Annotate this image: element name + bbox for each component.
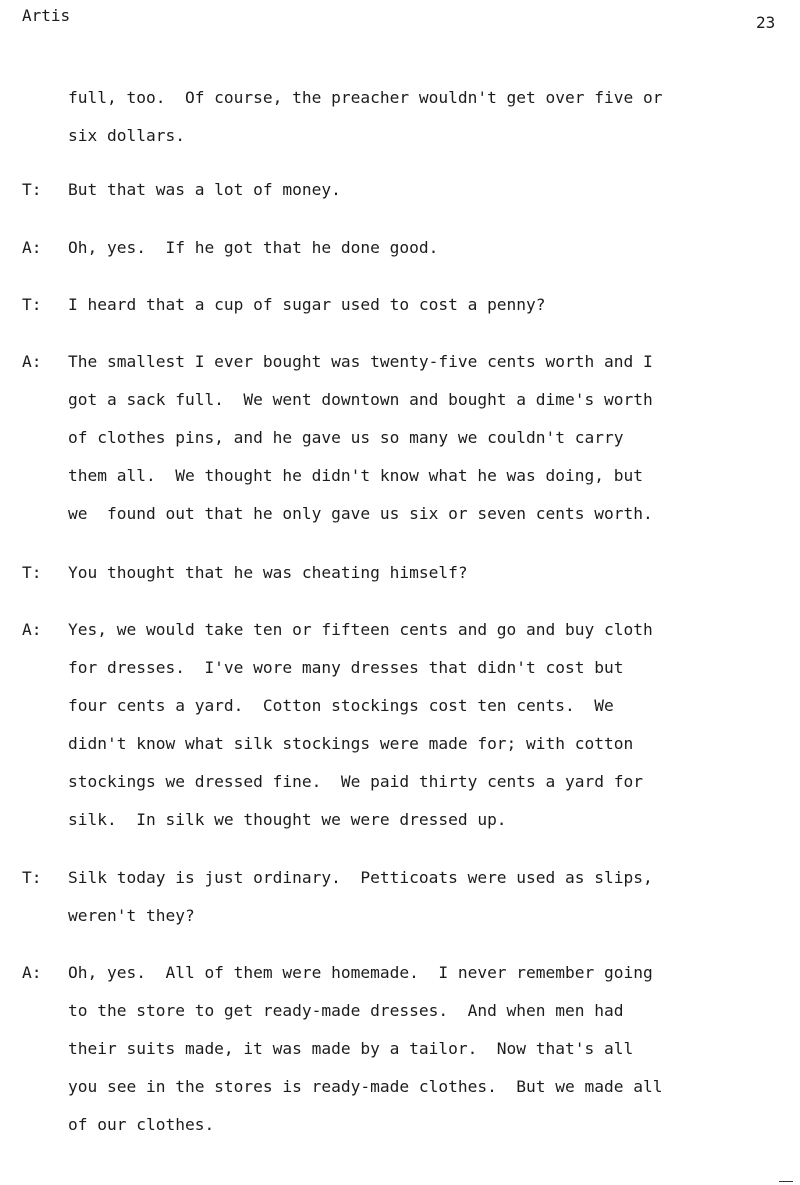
- transcript-line: them all. We thought he didn't know what he was doing, but: [68, 466, 643, 485]
- page-edge-mark: [779, 1181, 793, 1182]
- speaker-label: A:: [22, 620, 42, 639]
- transcript-line: The smallest I ever bought was twenty-five cents worth and I: [68, 352, 653, 371]
- speaker-label: T:: [22, 868, 42, 887]
- transcript-line: of clothes pins, and he gave us so many we couldn't carry: [68, 428, 624, 447]
- header-interviewee-name: Artis: [22, 6, 71, 25]
- transcript-line: stockings we dressed fine. We paid thirty cents a yard for: [68, 772, 643, 791]
- speaker-label: A:: [22, 352, 42, 371]
- speaker-label: A:: [22, 238, 42, 257]
- transcript-line: Oh, yes. If he got that he done good.: [68, 238, 439, 257]
- page-number: 23: [756, 13, 776, 32]
- transcript-line: to the store to get ready-made dresses. And when men had: [68, 1001, 624, 1020]
- transcript-line: Oh, yes. All of them were homemade. I never remember going: [68, 963, 653, 982]
- transcript-line: But that was a lot of money.: [68, 180, 341, 199]
- transcript-line: You thought that he was cheating himself?: [68, 563, 468, 582]
- transcript-line: their suits made, it was made by a tailor. Now that's all: [68, 1039, 634, 1058]
- transcript-line: weren't they?: [68, 906, 195, 925]
- speaker-label: T:: [22, 295, 42, 314]
- speaker-label: T:: [22, 180, 42, 199]
- transcript-line: we found out that he only gave us six or seven cents worth.: [68, 504, 653, 523]
- transcript-line: got a sack full. We went downtown and bought a dime's worth: [68, 390, 653, 409]
- transcript-line: of our clothes.: [68, 1115, 215, 1134]
- speaker-label: A:: [22, 963, 42, 982]
- transcript-line: for dresses. I've wore many dresses that didn't cost but: [68, 658, 624, 677]
- transcript-line: four cents a yard. Cotton stockings cost ten cents. We: [68, 696, 614, 715]
- transcript-line: six dollars.: [68, 126, 185, 145]
- transcript-line: didn't know what silk stockings were made for; with cotton: [68, 734, 634, 753]
- transcript-line: Silk today is just ordinary. Petticoats were used as slips,: [68, 868, 653, 887]
- transcript-line: you see in the stores is ready-made clothes. But we made all: [68, 1077, 663, 1096]
- transcript-line: Yes, we would take ten or fifteen cents and go and buy cloth: [68, 620, 653, 639]
- speaker-label: T:: [22, 563, 42, 582]
- transcript-line: silk. In silk we thought we were dressed up.: [68, 810, 507, 829]
- transcript-line: full, too. Of course, the preacher wouldn't get over five or: [68, 88, 663, 107]
- transcript-line: I heard that a cup of sugar used to cost a penny?: [68, 295, 546, 314]
